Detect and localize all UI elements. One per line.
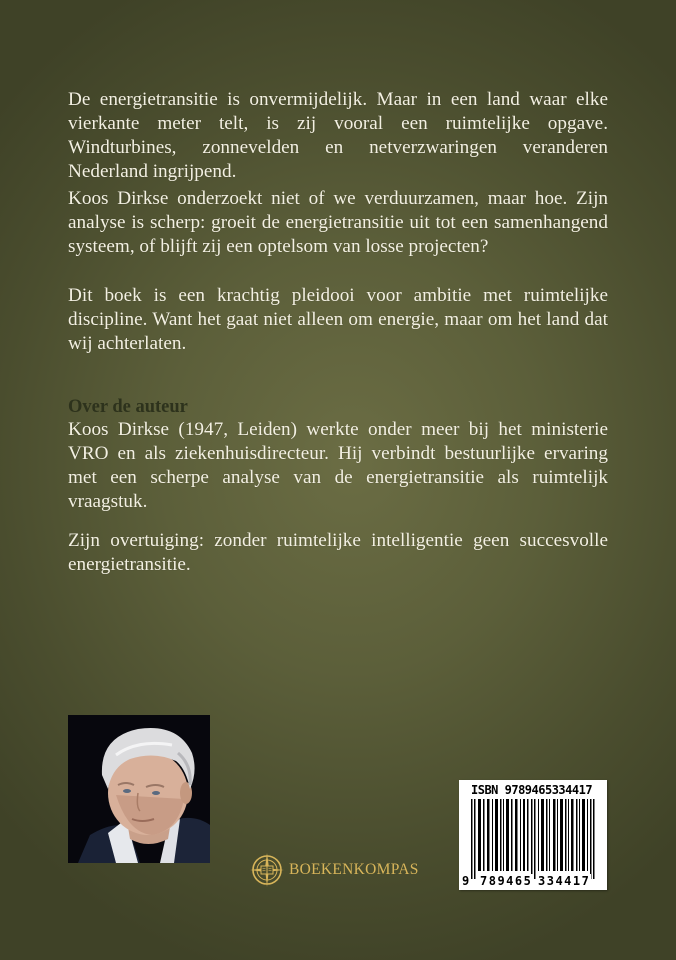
author-bio: Koos Dirkse (1947, Leiden) werkte onder meer bij het ministerie VRO en als ziekenhuisdirecteur. Hij verbindt bestuurlijke ervaring met een scherpe analyse van de energietransitie als ruimtelijk vraagstuk. (68, 419, 608, 512)
barcode-digits-group-2: 334417 (538, 874, 591, 888)
publisher-name: BOEKENKOMPAS (289, 861, 419, 878)
author-photo (68, 715, 210, 863)
barcode-digit-first: 9 (462, 874, 470, 888)
author-conviction: Zijn overtuiging: zonder ruimtelijke intelligentie geen succesvolle energietransitie. (68, 530, 608, 575)
blurb-paragraph-2 (68, 187, 608, 274)
blurb-paragraph-3 (68, 284, 608, 371)
portrait-icon (68, 715, 210, 863)
isbn-barcode (459, 780, 607, 890)
publisher-logo (249, 852, 419, 888)
author-section (68, 396, 608, 592)
barcode-digits-group-1: 789465 (480, 874, 533, 888)
compass-book-icon (249, 852, 285, 888)
blurb-text-1: De energietransitie is onvermijdelijk. Maar in een land waar elke vierkante meter telt, is zij vooral een ruimtelijke opgave. Windturbines, zonnevelden en netverzwaringen veranderen Nederland ingrijpend. (68, 89, 608, 182)
isbn-label: ISBN 9789465334417 (471, 783, 593, 797)
blurb-text-2: Koos Dirkse onderzoekt niet of we verduurzamen, maar hoe. Zijn analyse is scherp: groeit de energietransitie uit tot een samenhangend systeem, of blijft zij een optelsom van losse projecten? (68, 188, 608, 257)
blurb-paragraph-1 (68, 88, 608, 199)
blurb-text-3: Dit boek is een krachtig pleidooi voor ambitie met ruimtelijke discipline. Want het gaat niet alleen om energie, maar om het land dat wij achterlaten. (68, 285, 608, 354)
barcode-bars-icon (469, 799, 599, 879)
author-heading: Over de auteur (68, 397, 188, 417)
